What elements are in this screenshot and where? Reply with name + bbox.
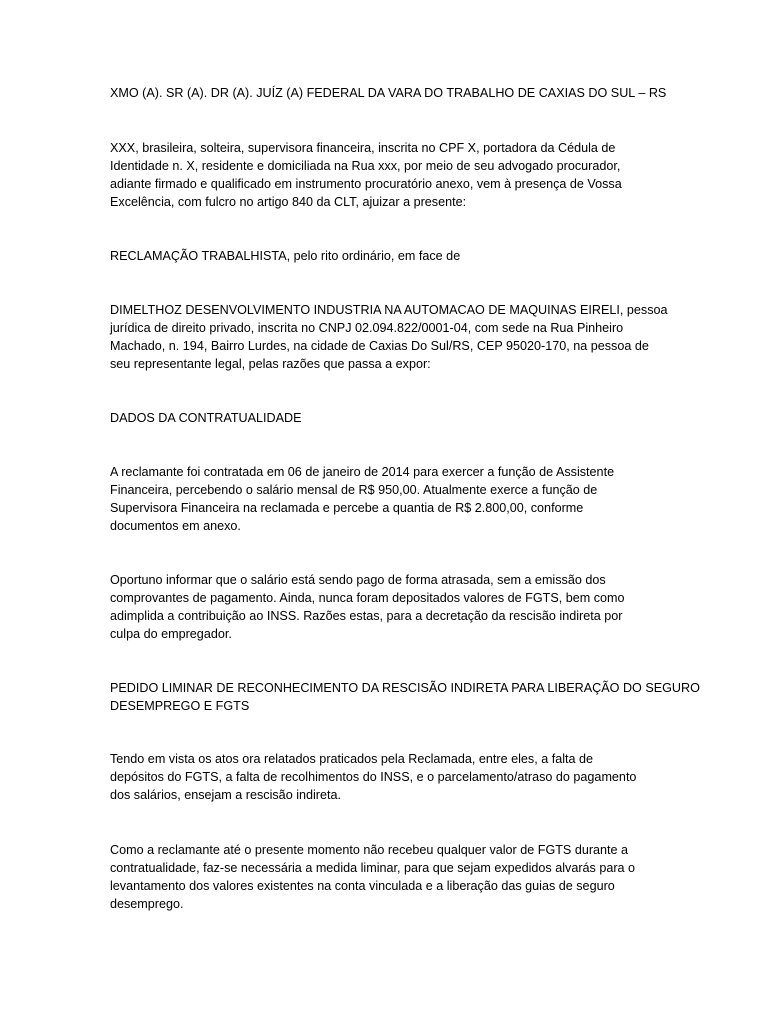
court-header-line: XMO (A). SR (A). DR (A). JUÍZ (A) FEDERAL DA VARA DO TRABALHO DE CAXIAS DO SUL – RS	[110, 86, 667, 100]
defendant-paragraph	[110, 301, 670, 373]
grounds-line: depósitos do FGTS, a falta de recolhimentos do INSS, e o parcelamento/atraso do pagamento	[110, 770, 637, 784]
opportune-line: adimplida a contribuição ao INSS. Razões estas, para a decretação da rescisão indireta por	[110, 609, 623, 623]
section-heading-injunction	[110, 679, 700, 715]
opportune-paragraph	[110, 571, 670, 643]
plaintiff-paragraph	[110, 139, 670, 211]
request-paragraph	[110, 841, 670, 913]
plaintiff-line: Identidade n. X, residente e domiciliada na Rua xxx, por meio de seu advogado procurador,	[110, 159, 621, 173]
request-line: Como a reclamante até o presente momento não recebeu qualquer valor de FGTS durante a	[110, 843, 629, 857]
opportune-line: Oportuno informar que o salário está sendo pago de forma atrasada, sem a emissão dos	[110, 573, 606, 587]
defendant-line: DIMELTHOZ DESENVOLVIMENTO INDUSTRIA NA AUTOMACAO DE MAQUINAS EIRELI, pessoa	[110, 303, 668, 317]
contract-line: Supervisora Financeira na reclamada e percebe a quantia de R$ 2.800,00, conforme	[110, 501, 584, 515]
grounds-paragraph	[110, 750, 670, 804]
contract-paragraph	[110, 463, 670, 535]
grounds-line: dos salários, ensejam a rescisão indireta.	[110, 788, 341, 802]
action-title-line: RECLAMAÇÃO TRABALHISTA, pelo rito ordinário, em face de	[110, 249, 461, 263]
plaintiff-line: adiante firmado e qualificado em instrumento procuratório anexo, vem à presença de Vossa	[110, 177, 622, 191]
contract-line: A reclamante foi contratada em 06 de janeiro de 2014 para exercer a função de Assistente	[110, 465, 615, 479]
section-heading-line: PEDIDO LIMINAR DE RECONHECIMENTO DA RESCISÃO INDIRETA PARA LIBERAÇÃO DO SEGURO	[110, 681, 700, 695]
request-line: levantamento dos valores existentes na conta vinculada e a liberação das guias de seguro	[110, 879, 615, 893]
request-line: desemprego.	[110, 897, 184, 911]
opportune-line: comprovantes de pagamento. Ainda, nunca foram depositados valores de FGTS, bem como	[110, 591, 625, 605]
action-title	[110, 247, 670, 265]
section-heading-line: DESEMPREGO E FGTS	[110, 699, 250, 713]
section-heading-contract	[110, 409, 670, 427]
court-header	[110, 84, 670, 102]
plaintiff-line: XXX, brasileira, solteira, supervisora financeira, inscrita no CPF X, portadora da Cédula de	[110, 141, 616, 155]
defendant-line: seu representante legal, pelas razões que passa a expor:	[110, 357, 431, 371]
opportune-line: culpa do empregador.	[110, 627, 232, 641]
section-heading-line: DADOS DA CONTRATUALIDADE	[110, 411, 302, 425]
plaintiff-line: Excelência, com fulcro no artigo 840 da CLT, ajuizar a presente:	[110, 195, 467, 209]
grounds-line: Tendo em vista os atos ora relatados praticados pela Reclamada, entre eles, a falta de	[110, 752, 594, 766]
request-line: contratualidade, faz-se necessária a medida liminar, para que sejam expedidos alvarás para o	[110, 861, 636, 875]
defendant-line: jurídica de direito privado, inscrita no CNPJ 02.094.822/0001-04, com sede na Rua Pinheiro	[110, 321, 624, 335]
defendant-line: Machado, n. 194, Bairro Lurdes, na cidade de Caxias Do Sul/RS, CEP 95020-170, na pessoa de	[110, 339, 649, 353]
contract-line: documentos em anexo.	[110, 519, 241, 533]
contract-line: Financeira, percebendo o salário mensal de R$ 950,00. Atualmente exerce a função de	[110, 483, 598, 497]
